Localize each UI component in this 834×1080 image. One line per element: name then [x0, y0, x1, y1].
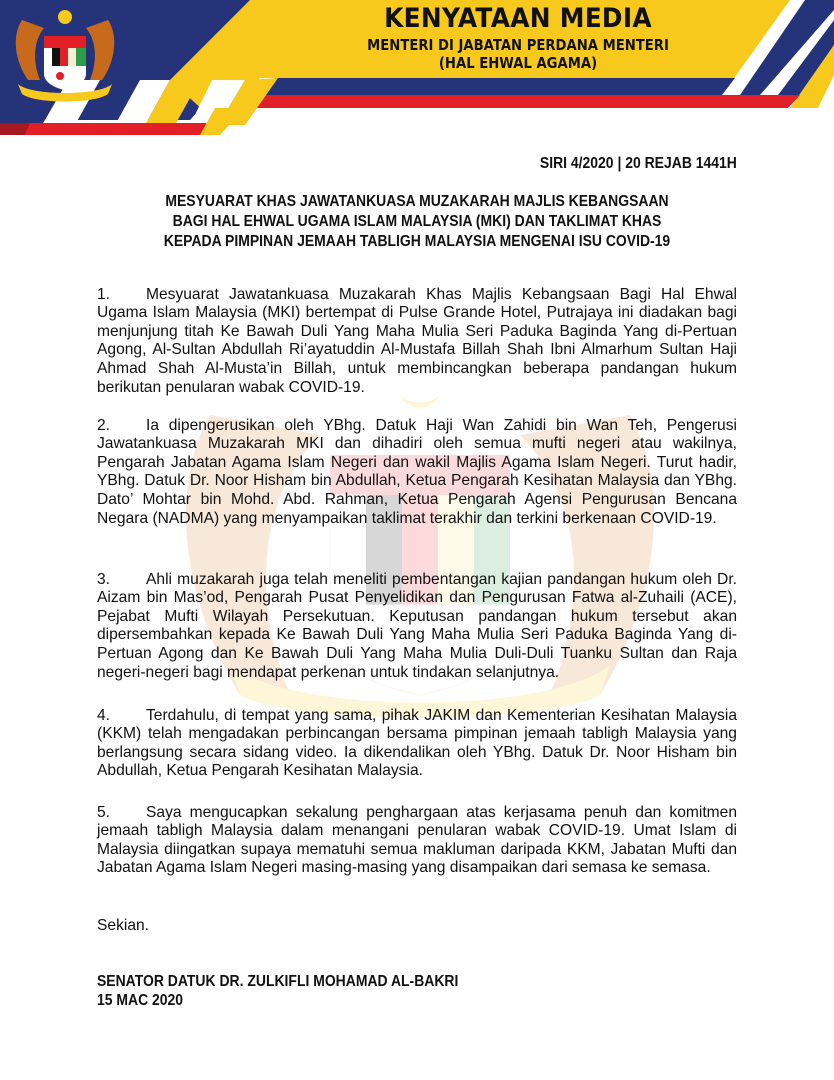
reference-number: SIRI 4/2020 | 20 REJAB 1441H — [539, 155, 737, 172]
paragraph-number: 5. — [97, 803, 111, 821]
paragraph-number: 1. — [97, 285, 111, 303]
headline-line: BAGI HAL EHWAL UGAMA ISLAM MALAYSIA (MKI) DAN TAKLIMAT KHAS — [172, 213, 662, 230]
banner-title-block — [318, 4, 718, 72]
paragraph-text: Terdahulu, di tempat yang sama, pihak JAKIM dan Kementerian Kesihatan Malaysia (KKM) telah mengadakan perbincangan bersama pimpinan jemaah tabligh Malaysia yang berlangsung secara sidang video. Ia dikendalikan oleh YBhg. Datuk Dr. Noor Hisham bin Abdullah, Ketua Pengarah Kesihatan Malaysia. — [97, 706, 737, 780]
paragraph-3 — [97, 571, 737, 683]
paragraph-5 — [97, 804, 737, 878]
paragraph-text: Saya mengucapkan sekalung penghargaan atas kerjasama penuh dan komitmen jemaah tabligh Malaysia dalam menangani penularan wabak COVID-19. Umat Islam di Malaysia diingatkan supaya mematuhi semua makluman daripada KKM, Jabatan Mufti dan Jabatan Agama Islam Negeri masing-masing yang disampaikan dari semasa ke semasa. — [97, 803, 737, 877]
signatory-name: SENATOR DATUK DR. ZULKIFLI MOHAMAD AL-BAKRI — [97, 973, 459, 990]
coat-of-arms-icon — [0, 0, 130, 110]
closing-remark: Sekian. — [97, 917, 150, 934]
banner-subtitle-ministry: MENTERI DI JABATAN PERDANA MENTERI — [367, 36, 669, 54]
headline-line: KEPADA PIMPINAN JEMAAH TABLIGH MALAYSIA MENGENAI ISU COVID-19 — [163, 233, 671, 250]
paragraph-text: Ahli muzakarah juga telah meneliti pembentangan kajian pandangan hukum oleh Dr. Aizam bin Mas’od, Pengarah Pusat Penyelidikan dan Pengurusan Fatwa al-Zuhaili (ACE), Pejabat Mufti Wilayah Persekutuan. Keputusan pandangan hukum tersebut akan dipersembahkan kepada Ke Bawah Duli Yang Maha Mulia Seri Paduka Baginda Yang di-Pertuan Agong dan Ke Bawah Duli Yang Maha Mulia Duli-Duli Tuanku Sultan dan Raja negeri-negeri bagi mendapat perkenan untuk tindakan selanjutnya. — [97, 570, 737, 681]
paragraph-number: 2. — [97, 416, 111, 434]
signatory-date: 15 MAC 2020 — [97, 992, 184, 1009]
banner-subtitle-portfolio: (HAL EHWAL AGAMA) — [438, 54, 598, 72]
paragraph-number: 4. — [97, 706, 111, 724]
paragraph-text: Mesyuarat Jawatankuasa Muzakarah Khas Majlis Kebangsaan Bagi Hal Ehwal Ugama Islam Malaysia (MKI) bertempat di Pulse Grande Hotel, Putrajaya ini diadakan bagi menjunjung titah Ke Bawah Duli Yang Maha Mulia Seri Paduka Baginda Yang di-Pertuan Agong, Al-Sultan Abdullah Ri’ayatuddin Al-Mustafa Billah Shah Ibni Almarhum Sultan Haji Ahmad Shah Al-Musta’in Billah, untuk membincangkan beberapa pandangan hukum berikutan penularan wabak COVID-19. — [97, 285, 737, 396]
paragraph-1 — [97, 286, 737, 398]
banner-title: KENYATAAN MEDIA — [384, 3, 652, 34]
paragraph-2 — [97, 417, 737, 529]
header-banner — [0, 0, 834, 140]
paragraph-4 — [97, 707, 737, 781]
paragraph-text: Ia dipengerusikan oleh YBhg. Datuk Haji Wan Zahidi bin Wan Teh, Pengerusi Jawatankuasa Muzakarah MKI dan dihadiri oleh semua mufti negeri atau wakilnya, Pengarah Jabatan Agama Islam Negeri dan wakil Majlis Agama Islam Negeri. Turut hadir, YBhg. Datuk Dr. Noor Hisham bin Abdullah, Ketua Pengarah Kesihatan Malaysia dan YBhg. Dato’ Mohtar bin Mohd. Abd. Rahman, Ketua Pengarah Agensi Pengurusan Bencana Negara (NADMA) yang menyampaikan taklimat terakhir dan terkini berkenaan COVID-19. — [97, 416, 737, 527]
paragraph-number: 3. — [97, 570, 111, 588]
press-release-headline — [120, 192, 714, 252]
headline-line: MESYUARAT KHAS JAWATANKUASA MUZAKARAH MAJLIS KEBANGSAAN — [165, 193, 669, 210]
